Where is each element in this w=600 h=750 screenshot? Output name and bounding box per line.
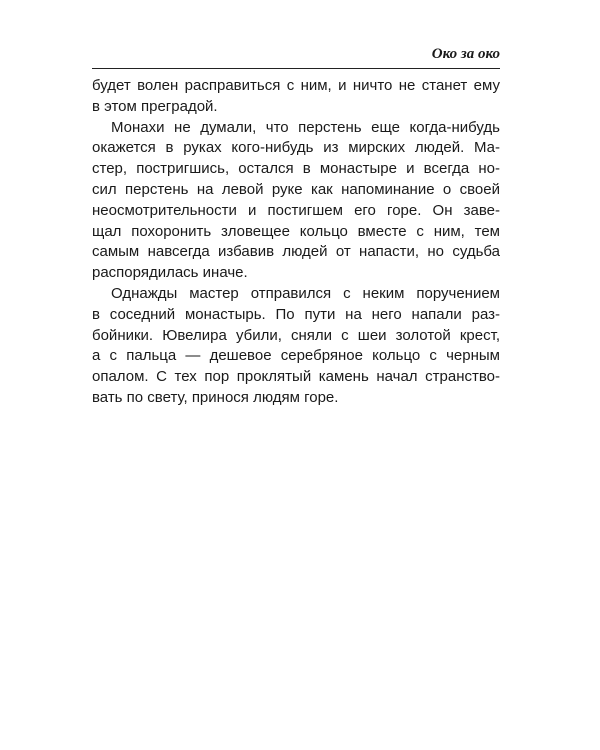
text-line: самым навсегда избавив людей от напасти, но судьба [92,243,500,261]
running-header [92,44,500,69]
text-line: будет волен расправиться с ним, и ничто не станет ему [92,77,500,94]
body-text [92,76,500,409]
text-line: щал похоронить зловещее кольцо вместе с ним, тем [92,222,500,240]
text-line: сил перстень на левой руке как напоминание о своей [92,180,500,198]
text-line: стер, постригшись, остался в монастыре и всегда но- [92,160,500,178]
text-line: вать по свету, принося людям горе. [92,388,339,406]
running-header-title: Око за око [431,46,500,62]
text-line: бойники. Ювелира убили, сняли с шеи золотой крест, [92,326,500,344]
text-line: окажется в руках кого-нибудь из мирских людей. Ма- [92,139,500,157]
text-line: опалом. С тех пор проклятый камень начал странство- [92,368,500,386]
text-line: Монахи не думали, что перстень еще когда-нибудь [111,118,500,136]
text-line: в этом преградой. [92,97,218,115]
text-line: Однажды мастер отправился с неким поручением [111,284,500,302]
text-line: неосмотрительности и постигшем его горе. Он заве- [92,201,500,219]
text-line: в соседний монастырь. По пути на него напали раз- [92,305,500,323]
text-line: распорядилась иначе. [92,264,248,282]
text-line: а с пальца — дешевое серебряное кольцо с черным [92,347,500,365]
